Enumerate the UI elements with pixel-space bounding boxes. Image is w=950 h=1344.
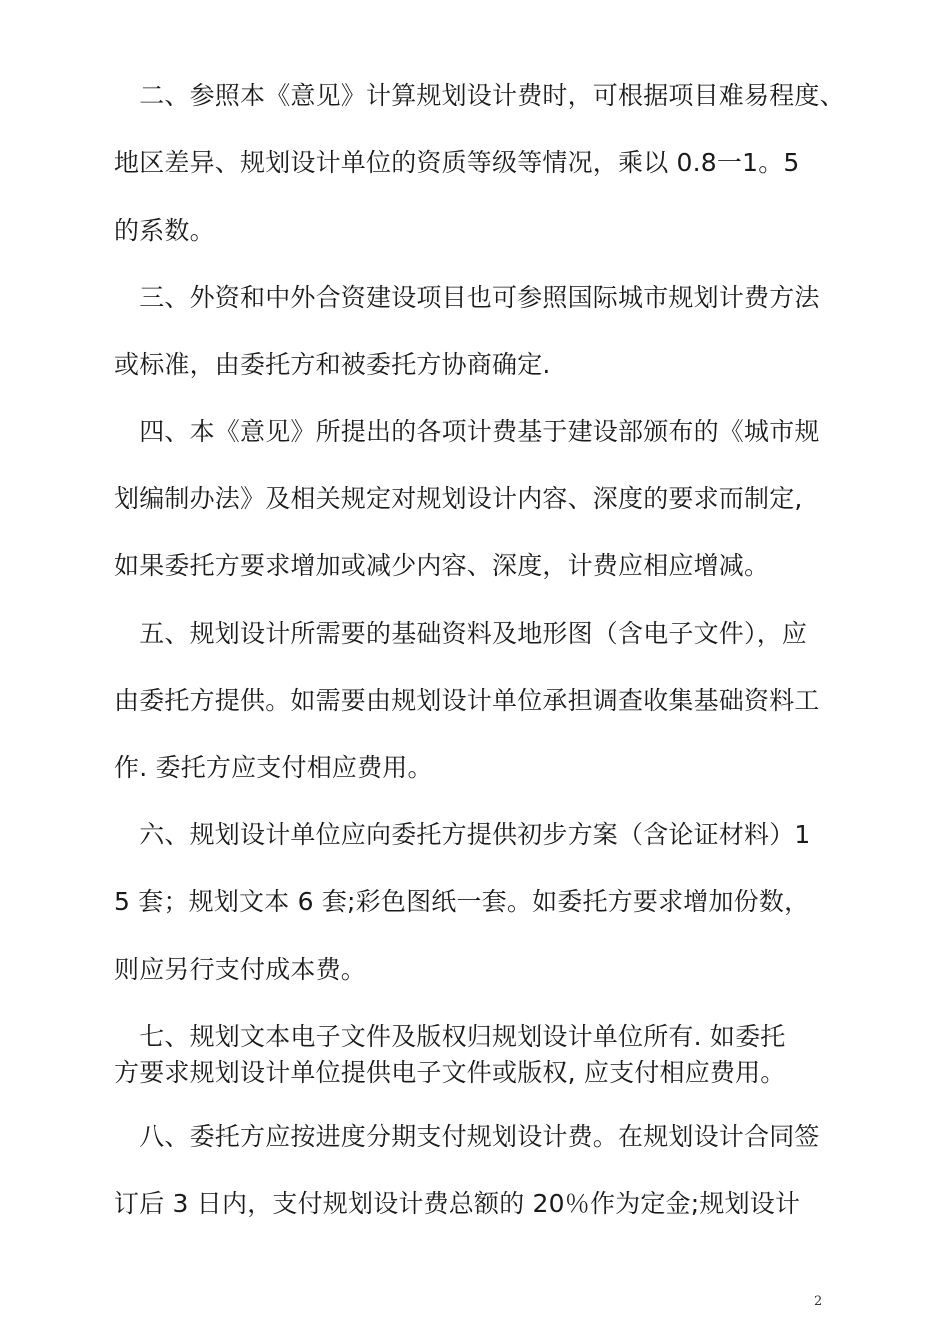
text-line-2: 地区差异、规划设计单位的资质等级等情况，乘以 0.8一1。5 bbox=[114, 148, 800, 177]
page-number: 2 bbox=[814, 1294, 823, 1309]
text-line-13: 5 套；规划文本 6 套;彩色图纸一套。如委托方要求增加份数， bbox=[114, 887, 810, 916]
text-line-10: 由委托方提供。如需要由规划设计单位承担调查收集基础资料工 bbox=[114, 686, 820, 715]
text-line-6: 四、本《意见》所提出的各项计费基于建设部颁布的《城市规 bbox=[114, 417, 820, 446]
text-line-17: 八、委托方应按进度分期支付规划设计费。在规划设计合同签 bbox=[114, 1122, 820, 1151]
text-line-15: 七、规划文本电子文件及版权归规划设计单位所有. 如委托 bbox=[114, 1022, 786, 1051]
text-line-14: 则应另行支付成本费。 bbox=[114, 955, 367, 984]
text-line-18: 订后 3 日内，支付规划设计费总额的 20％作为定金;规划设计 bbox=[114, 1189, 801, 1218]
text-line-5: 或标准，由委托方和被委托方协商确定. bbox=[114, 350, 551, 379]
text-line-3: 的系数。 bbox=[114, 216, 215, 245]
text-line-4: 三、外资和中外合资建设项目也可参照国际城市规划计费方法 bbox=[114, 283, 820, 312]
text-line-1: 二、参照本《意见》计算规划设计费时，可根据项目难易程度、 bbox=[114, 81, 845, 110]
text-line-16: 方要求规划设计单位提供电子文件或版权, 应支付相应费用。 bbox=[114, 1058, 786, 1087]
text-line-9: 五、规划设计所需要的基础资料及地形图（含电子文件），应 bbox=[114, 619, 808, 648]
text-line-11: 作. 委托方应支付相应费用。 bbox=[114, 753, 433, 782]
text-line-8: 如果委托方要求增加或减少内容、深度，计费应相应增减。 bbox=[114, 551, 770, 580]
text-line-12: 六、规划设计单位应向委托方提供初步方案（含论证材料）1 bbox=[114, 820, 811, 849]
text-line-7: 划编制办法》及相关规定对规划设计内容、深度的要求而制定, bbox=[114, 484, 803, 513]
